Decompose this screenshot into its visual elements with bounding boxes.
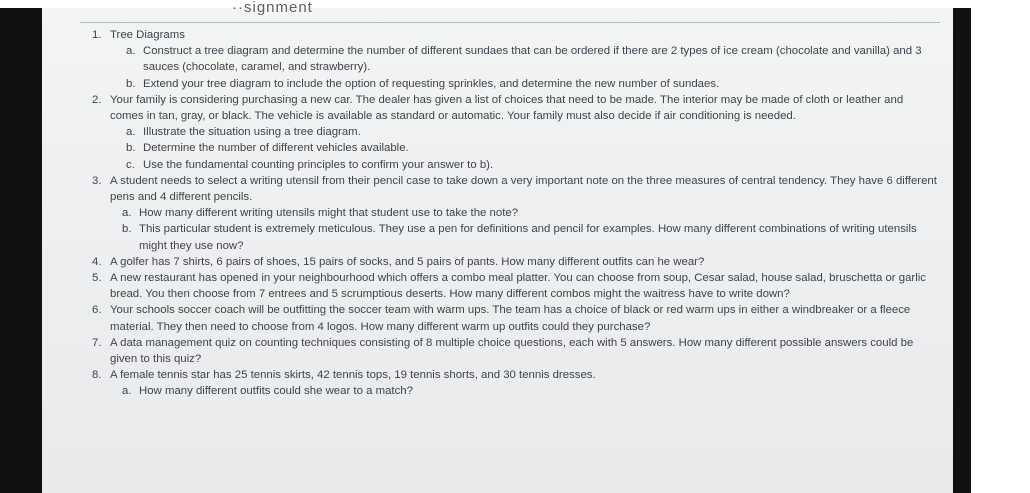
question-number: 6. [92,304,102,317]
sub-letter: a. [126,126,136,139]
question-number: 4. [92,255,102,268]
question-1a [42,43,953,75]
sub-letter: a. [122,207,132,220]
sub-letter: b. [122,223,132,236]
question-2b [42,140,953,156]
question-number: 7. [92,336,102,349]
question-6 [42,302,953,334]
header-rule [80,22,940,23]
sub-letter: c. [126,158,135,171]
sub-text: How many different outfits could she wear to a match? [139,385,413,398]
question-number: 3. [92,174,102,187]
question-8 [42,367,953,383]
sub-text: Extend your tree diagram to include the option of requesting sprinkles, and determine the new number of sundaes. [143,77,720,90]
question-3 [42,173,953,205]
sub-letter: b. [126,142,136,155]
sub-letter: a. [122,385,132,398]
question-5 [42,270,953,302]
question-text: Tree Diagrams [110,29,185,41]
question-2c [42,157,953,173]
question-2 [42,92,953,124]
question-text: A student needs to select a writing utensil from their pencil case to take down a very important note on the three measures of central tendency. They have 6 different pens and 4 different pencils. [110,174,937,204]
question-number: 2. [92,93,102,106]
question-3b [42,221,953,253]
top-margin [0,0,1030,8]
question-text: A new restaurant has opened in your neighbourhood which offers a combo meal platter. You can choose from soup, Cesar salad, house salad, bruschetta or garlic bread. You then choose from 7 entrees and 5 scrumptious deserts. How many different combos might the waitress have to write down? [110,272,926,301]
sub-text: Illustrate the situation using a tree diagram. [143,126,361,139]
question-3a [42,205,953,221]
sub-letter: a. [126,45,136,58]
sub-text: How many different writing utensils might that student use to take the note? [139,207,519,220]
sub-letter: b. [126,77,136,90]
question-text: Your family is considering purchasing a new car. The dealer has given a list of choices that need to be made. The interior may be made of cloth or leather and comes in tan, gray, or black. The vehicle is available as standard or automatic. Your family must also decide if air conditioning is needed. [110,93,904,123]
question-number: 1. [92,29,102,41]
assignment-sheet [42,0,953,493]
assignment-title-fragment: ··signment [232,0,313,16]
question-text: A data management quiz on counting techniques consisting of 8 multiple choice questions, each with 5 answers. How many different possible answers could be given to this quiz? [110,336,914,366]
question-2a [42,124,953,140]
sub-text: Use the fundamental counting principles to confirm your answer to b). [143,158,494,171]
question-7 [42,335,953,367]
question-text: A golfer has 7 shirts, 6 pairs of shoes, 15 pairs of socks, and 5 pairs of pants. How many different outfits can he wear? [110,255,705,268]
question-text: Your schools soccer coach will be outfitting the soccer team with warm ups. The team has a choice of black or red warm ups in either a windbreaker or a fleece material. They then need to choose from 4 logos. How many different warm up outfits could they purchase? [110,304,911,333]
question-1b [42,76,953,92]
question-list [42,27,953,400]
question-1 [42,27,953,43]
question-4 [42,254,953,270]
left-dark-border [0,8,42,493]
question-number: 5. [92,272,102,285]
sub-text: This particular student is extremely meticulous. They use a pen for definitions and pencil for examples. How many different combinations of writing utensils might they use now? [139,223,917,252]
sub-text: Construct a tree diagram and determine the number of different sundaes that can be ordered if there are 2 types of ice cream (chocolate and vanilla) and 3 sauces (chocolate, caramel, and strawberry). [143,45,922,74]
question-text: A female tennis star has 25 tennis skirts, 42 tennis tops, 19 tennis shorts, and 30 tennis dresses. [110,369,596,382]
question-8a [42,383,953,399]
right-dark-border [953,8,971,493]
sub-text: Determine the number of different vehicles available. [143,142,409,155]
question-number: 8. [92,369,102,382]
